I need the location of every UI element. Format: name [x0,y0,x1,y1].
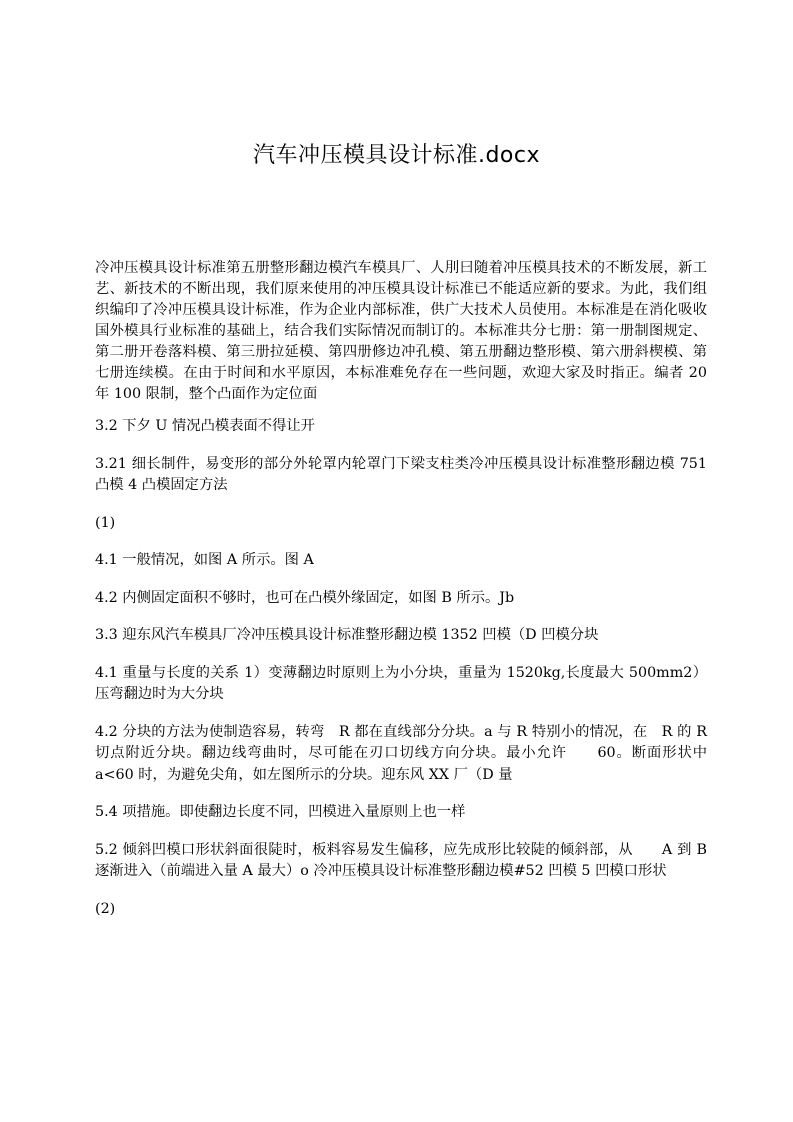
paragraph-4-1-b: 4.1 重量与长度的关系 1）变薄翻边时原则上为小分块，重量为 1520kg,长度最大 500mm2）压弯翻边时为大分块 [95,664,707,702]
document-body [95,258,707,936]
paragraph-4-2-a: 4.2 内侧固定面积不够时，也可在凸模外缘固定，如图 B 所示。Jb [95,589,515,606]
paragraph-item-2: (2) [95,900,116,917]
paragraph-3-3: 3.3 迎东风汽车模具厂冷冲压模具设计标准整形翻边模 1352 凹模（D 凹模分块 [95,627,599,643]
paragraph-4-1-a: 4.1 一般情况，如图 A 所示。图 A [95,552,314,568]
paragraph-5-2: 5.2 倾斜凹模口形状斜面很陡时，板料容易发生偏移，应先成形比较陡的倾斜部，从 A 到 B 逐渐进入（前端进入量 A 最大）o 冷冲压模具设计标准整形翻边模#52 凹模 5 凹模口形状 [95,841,707,879]
document-title: 汽车冲压模具设计标准.docx [252,143,541,168]
paragraph-5-4: 5.4 项措施。即使翻边长度不同，凹模进入量原则上也一样 [95,804,466,820]
paragraph-3-2: 3.2 下夕 U 情况凸模表面不得让开 [95,418,315,434]
paragraph-3-21: 3.21 细长制件，易变形的部分外轮罩内轮罩门下梁支柱类冷冲压模具设计标准整形翻边模 751 凸模 4 凸模固定方法 [95,455,707,493]
paragraph-4-2-b: 4.2 分块的方法为使制造容易，转弯 R 都在直线部分分块。a 与 R 特别小的情况，在 R 的 R 切点附近分块。翻边线弯曲时，尽可能在刃口切线方向分块。最小允许 60。断面形状中 a<60 时，为避免尖角，如左图所示的分块。迎东风 XX 厂（D 量 [95,723,707,783]
paragraph-item-1: (1) [95,514,116,531]
intro-paragraph: 冷冲压模具设计标准第五册整形翻边模汽车模具厂、人刖曰随着冲压模具技术的不断发展，新工艺、新技术的不断出现，我们原来使用的冲压模具设计标准已不能适应新的要求。为此，我们组织编印了冷冲压模具设计标准，作为企业内部标准，供广大技术人员使用。本标准是在消化吸收国外模具行业标准的基础上，结合我们实际情况而制订的。本标准共分七册：第一册制图规定、第二册开卷落料模、第三册拉延模、第四册修边冲孔模、第五册翻边整形模、第六册斜楔模、第七册连续模。在由于时间和水平原因，本标准难免存在一些问题，欢迎大家及时指正。编者 20 年 100 限制，整个凸面作为定位面 [95,260,707,402]
